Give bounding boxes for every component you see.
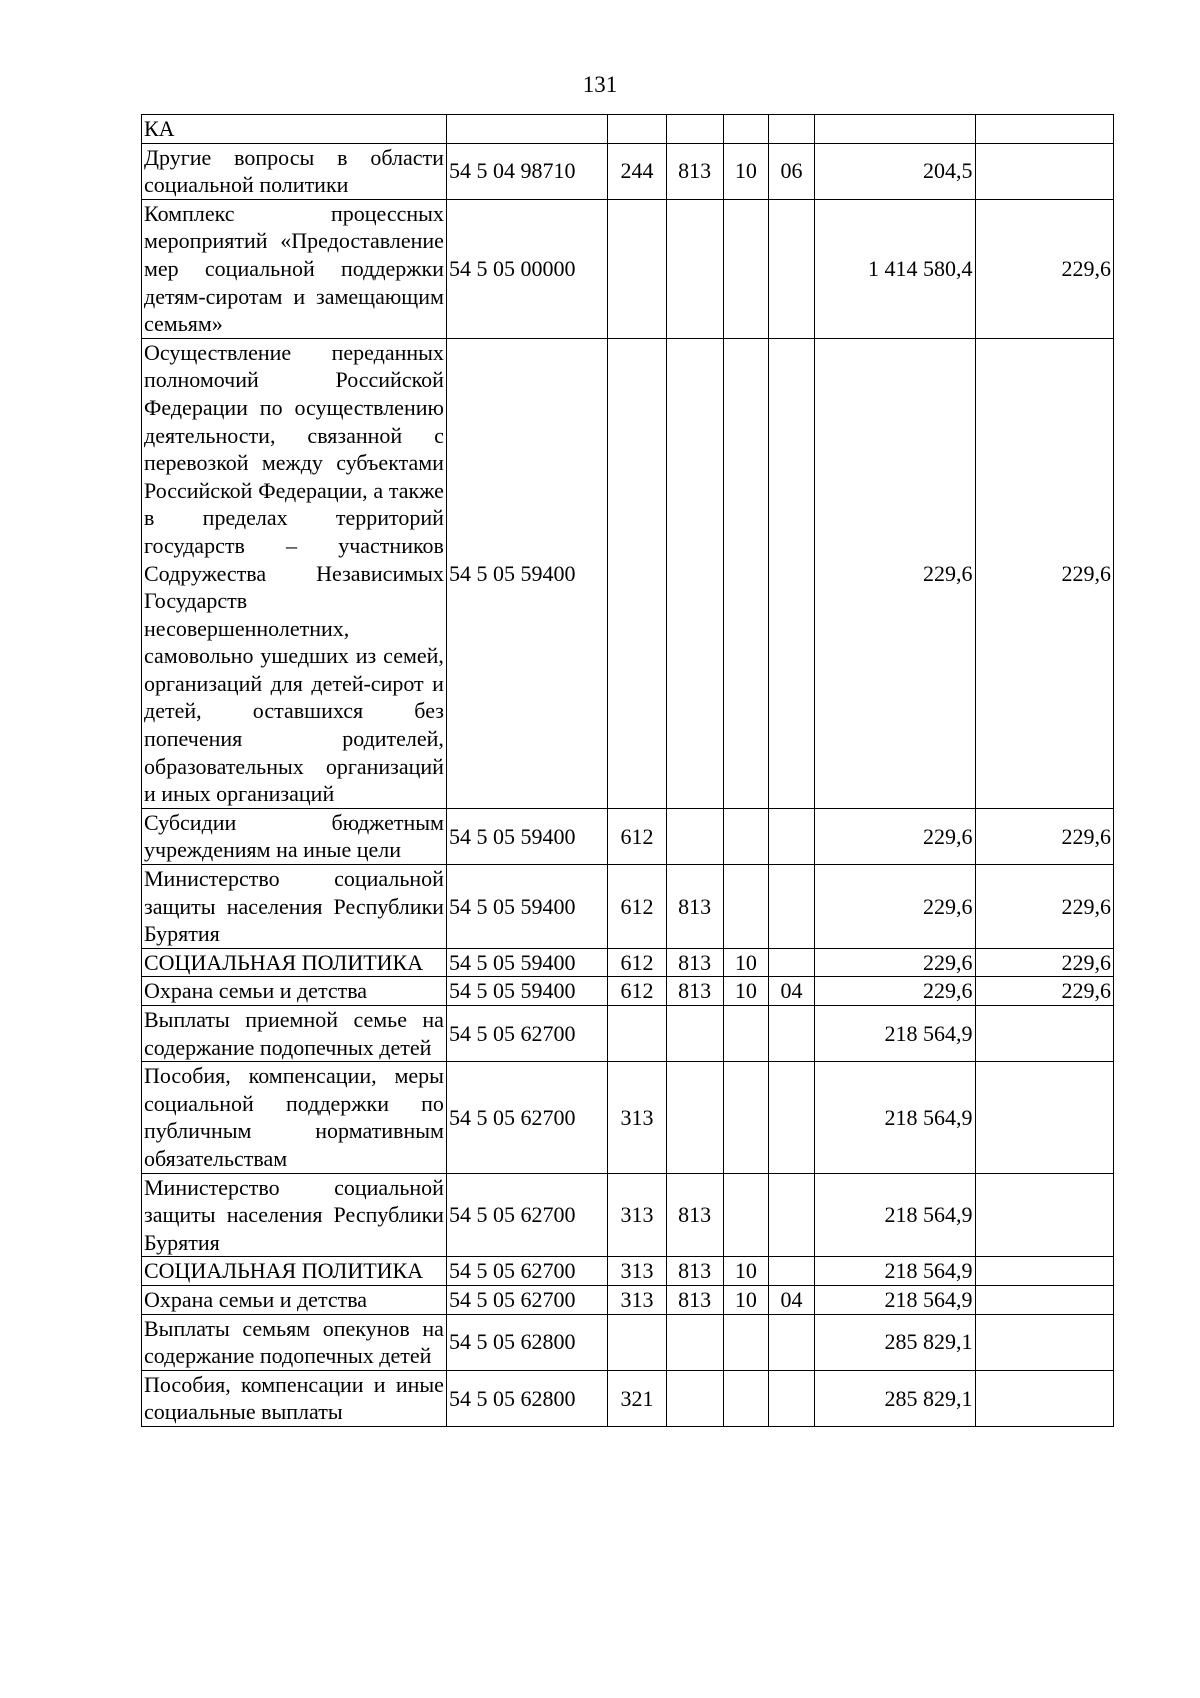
row-pr: [768, 1006, 814, 1062]
row-pr: [768, 948, 814, 977]
row-code: 54 5 05 59400: [446, 808, 607, 864]
row-sum1: 218 564,9: [815, 1257, 975, 1286]
row-rz: 10: [723, 1285, 768, 1314]
row-rz: [723, 199, 768, 338]
row-code: 54 5 05 62800: [446, 1370, 607, 1426]
row-vr: 612: [608, 865, 666, 949]
table-row: [142, 1285, 1114, 1314]
row-pr: [768, 1062, 814, 1173]
row-name: СОЦИАЛЬНАЯ ПОЛИТИКА: [142, 948, 447, 977]
row-pr: [768, 1314, 814, 1370]
row-vr: [608, 1006, 666, 1062]
row-pr: [768, 808, 814, 864]
row-grbs: [666, 808, 723, 864]
row-pr: [768, 115, 814, 144]
row-sum2: [975, 1314, 1113, 1370]
row-rz: [723, 865, 768, 949]
row-name: Министерство социальной защиты населения Республики Бурятия: [142, 1173, 447, 1257]
row-sum1: 285 829,1: [815, 1370, 975, 1426]
row-sum1: 229,6: [815, 865, 975, 949]
table-row: [142, 1006, 1114, 1062]
row-vr: 612: [608, 808, 666, 864]
row-name: Охрана семьи и детства: [142, 977, 447, 1006]
table-row: [142, 948, 1114, 977]
row-name: Осуществление переданных полномочий Российской Федерации по осуществлению деятельности, связанной с перевозкой между субъектами Российской Федерации, а также в пределах территорий государств – участников Содружества Независимых Государств несовершеннолетних, самовольно ушедших из семей, организаций для детей-сирот и детей, оставшихся без попечения родителей, образовательных организаций и иных организаций: [142, 338, 447, 808]
table-row: [142, 1062, 1114, 1173]
row-sum1: 229,6: [815, 338, 975, 808]
row-name: КА: [142, 115, 447, 144]
row-grbs: 813: [666, 977, 723, 1006]
row-sum1: 204,5: [815, 143, 975, 199]
row-grbs: [666, 1370, 723, 1426]
row-pr: 06: [768, 143, 814, 199]
row-code: 54 5 05 62700: [446, 1006, 607, 1062]
row-sum2: 229,6: [975, 865, 1113, 949]
row-sum2: 229,6: [975, 338, 1113, 808]
row-name: Выплаты семьям опекунов на содержание подопечных детей: [142, 1314, 447, 1370]
row-vr: 244: [608, 143, 666, 199]
row-name: Министерство социальной защиты населения Республики Бурятия: [142, 865, 447, 949]
row-grbs: [666, 1062, 723, 1173]
row-code: 54 5 05 59400: [446, 977, 607, 1006]
row-pr: [768, 865, 814, 949]
row-sum1: 1 414 580,4: [815, 199, 975, 338]
row-code: 54 5 05 59400: [446, 338, 607, 808]
row-name: СОЦИАЛЬНАЯ ПОЛИТИКА: [142, 1257, 447, 1286]
row-sum1: [815, 115, 975, 144]
row-pr: 04: [768, 1285, 814, 1314]
row-name: Пособия, компенсации и иные социальные выплаты: [142, 1370, 447, 1426]
row-code: 54 5 05 62700: [446, 1173, 607, 1257]
row-rz: [723, 115, 768, 144]
table-row: [142, 338, 1114, 808]
row-grbs: [666, 1314, 723, 1370]
table-row: [142, 1314, 1114, 1370]
row-pr: 04: [768, 977, 814, 1006]
table-row: [142, 808, 1114, 864]
row-sum2: [975, 143, 1113, 199]
row-vr: 313: [608, 1062, 666, 1173]
row-pr: [768, 1257, 814, 1286]
row-name: Охрана семьи и детства: [142, 1285, 447, 1314]
row-code: 54 5 05 00000: [446, 199, 607, 338]
row-sum2: [975, 1062, 1113, 1173]
row-pr: [768, 338, 814, 808]
row-name: Субсидии бюджетным учреждениям на иные цели: [142, 808, 447, 864]
row-vr: [608, 199, 666, 338]
row-pr: [768, 1370, 814, 1426]
row-code: 54 5 05 62700: [446, 1257, 607, 1286]
row-grbs: 813: [666, 1173, 723, 1257]
row-name: Комплекс процессных мероприятий «Предоставление мер социальной поддержки детям-сиротам и замещающим семьям»: [142, 199, 447, 338]
row-name: Выплаты приемной семье на содержание подопечных детей: [142, 1006, 447, 1062]
row-vr: 313: [608, 1173, 666, 1257]
row-grbs: [666, 1006, 723, 1062]
row-sum2: [975, 115, 1113, 144]
row-grbs: [666, 115, 723, 144]
table-row: [142, 143, 1114, 199]
row-sum1: 218 564,9: [815, 1062, 975, 1173]
row-sum2: 229,6: [975, 808, 1113, 864]
row-grbs: 813: [666, 1257, 723, 1286]
row-grbs: 813: [666, 865, 723, 949]
row-sum1: 218 564,9: [815, 1285, 975, 1314]
row-rz: [723, 1062, 768, 1173]
row-rz: [723, 808, 768, 864]
row-pr: [768, 199, 814, 338]
row-pr: [768, 1173, 814, 1257]
row-rz: [723, 1314, 768, 1370]
table-body: [142, 115, 1114, 1427]
row-vr: [608, 338, 666, 808]
row-grbs: 813: [666, 143, 723, 199]
table-row: [142, 199, 1114, 338]
row-sum1: 229,6: [815, 808, 975, 864]
row-vr: 313: [608, 1257, 666, 1286]
row-sum2: [975, 1006, 1113, 1062]
row-code: 54 5 05 62800: [446, 1314, 607, 1370]
table-row: [142, 115, 1114, 144]
row-sum2: 229,6: [975, 977, 1113, 1006]
row-vr: 612: [608, 948, 666, 977]
row-rz: 10: [723, 977, 768, 1006]
row-sum1: 229,6: [815, 977, 975, 1006]
row-code: 54 5 05 62700: [446, 1062, 607, 1173]
row-vr: 321: [608, 1370, 666, 1426]
row-vr: 313: [608, 1285, 666, 1314]
row-grbs: [666, 338, 723, 808]
row-sum2: [975, 1257, 1113, 1286]
table-row: [142, 1370, 1114, 1426]
row-name: Другие вопросы в области социальной политики: [142, 143, 447, 199]
row-sum2: 229,6: [975, 948, 1113, 977]
row-rz: [723, 1006, 768, 1062]
row-code: 54 5 05 62700: [446, 1285, 607, 1314]
table-row: [142, 977, 1114, 1006]
row-vr: 612: [608, 977, 666, 1006]
row-grbs: 813: [666, 948, 723, 977]
row-sum1: 229,6: [815, 948, 975, 977]
row-code: 54 5 04 98710: [446, 143, 607, 199]
row-rz: 10: [723, 143, 768, 199]
budget-table: [141, 114, 1114, 1427]
row-sum2: 229,6: [975, 199, 1113, 338]
row-vr: [608, 1314, 666, 1370]
row-name: Пособия, компенсации, меры социальной поддержки по публичным нормативным обязательствам: [142, 1062, 447, 1173]
row-sum1: 218 564,9: [815, 1173, 975, 1257]
row-sum1: 218 564,9: [815, 1006, 975, 1062]
row-rz: [723, 1370, 768, 1426]
row-rz: [723, 1173, 768, 1257]
row-vr: [608, 115, 666, 144]
row-sum1: 285 829,1: [815, 1314, 975, 1370]
row-sum2: [975, 1285, 1113, 1314]
table-row: [142, 865, 1114, 949]
row-sum2: [975, 1173, 1113, 1257]
row-code: 54 5 05 59400: [446, 948, 607, 977]
row-grbs: [666, 199, 723, 338]
row-code: [446, 115, 607, 144]
row-rz: [723, 338, 768, 808]
row-code: 54 5 05 59400: [446, 865, 607, 949]
row-rz: 10: [723, 1257, 768, 1286]
row-rz: 10: [723, 948, 768, 977]
table-row: [142, 1173, 1114, 1257]
table-row: [142, 1257, 1114, 1286]
row-grbs: 813: [666, 1285, 723, 1314]
row-sum2: [975, 1370, 1113, 1426]
page-number: 131: [582, 72, 618, 97]
